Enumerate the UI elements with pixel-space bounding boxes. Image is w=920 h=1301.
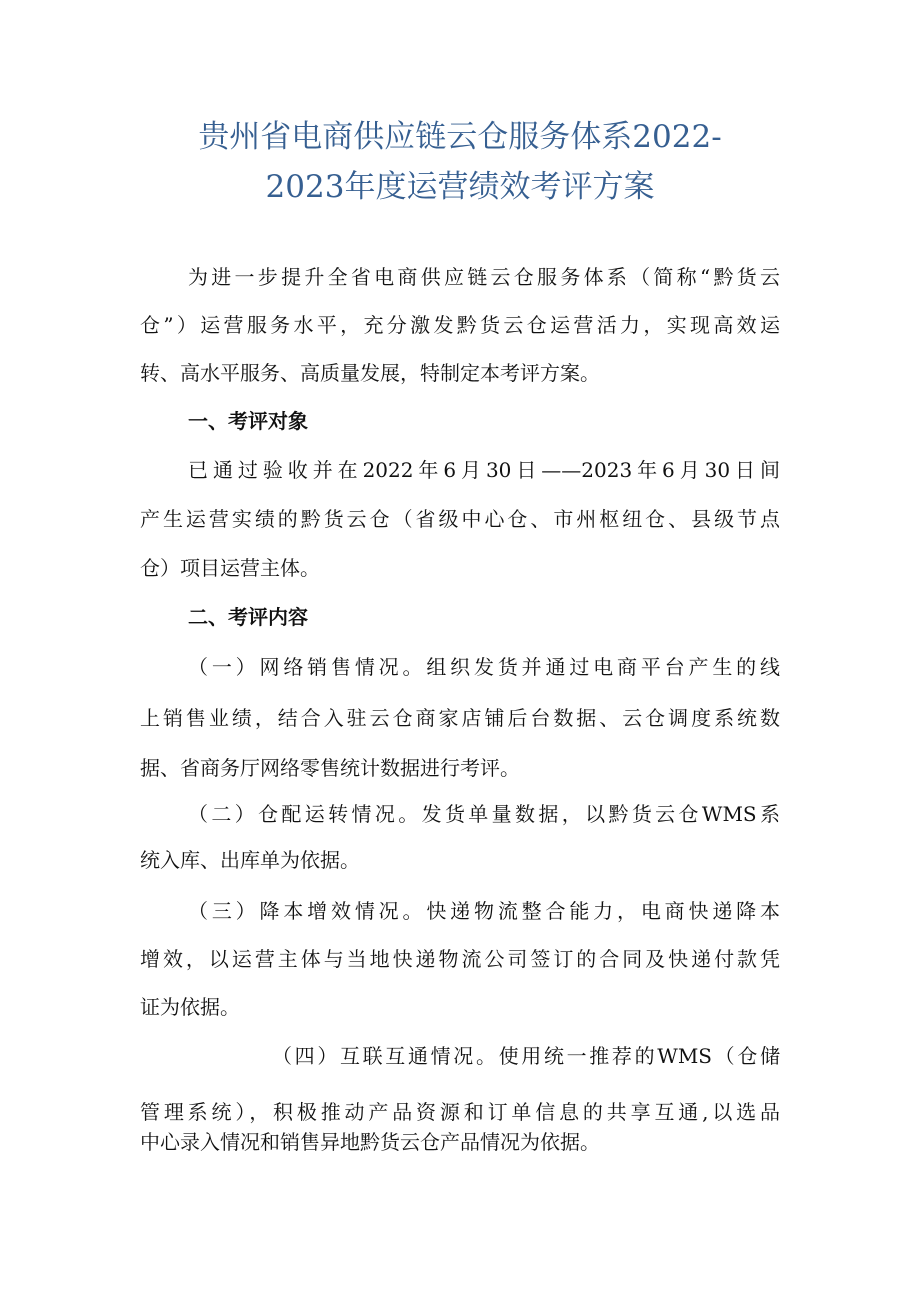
item-1-line-1: （一）网络销售情况。组织发货并通过电商平台产生的线	[188, 655, 780, 679]
item-3-line-2: 增效，以运营主体与当地快递物流公司签订的合同及快递付款凭	[140, 947, 780, 971]
item-4-line-1: （四）互联互通情况。使用统一推荐的WMS（仓储	[272, 1044, 780, 1068]
section-1-heading: 一、考评对象	[188, 409, 308, 433]
intro-line-3: 转、高水平服务、高质量发展，特制定本考评方案。	[140, 361, 600, 385]
item-4-line-2: 管理系统），积极推动产品资源和订单信息的共享互通,以选品	[140, 1100, 780, 1124]
title-line-2: 2023年度运营绩效考评方案	[265, 169, 655, 205]
item-3-line-3: 证为依据。	[140, 995, 240, 1019]
item-2-line-1: （二）仓配运转情况。发货单量数据，以黔货云仓WMS系	[188, 802, 780, 826]
section-2-heading: 二、考评内容	[188, 605, 308, 629]
item-1-line-3: 据、省商务厅网络零售统计数据进行考评。	[140, 756, 520, 780]
section-1-line-2: 产生运营实绩的黔货云仓（省级中心仓、市州枢纽仓、县级节点	[140, 507, 780, 531]
intro-line-2: 仓”）运营服务水平，充分激发黔货云仓运营活力，实现高效运	[140, 313, 780, 337]
document-title	[120, 112, 800, 212]
item-3-line-1: （三）降本增效情况。快递物流整合能力，电商快递降本	[188, 899, 780, 923]
section-1-line-1: 已通过验收并在2022年6月30日——2023年6月30日间	[188, 458, 780, 482]
item-1-line-2: 上销售业绩，结合入驻云仓商家店铺后台数据、云仓调度系统数	[140, 706, 780, 730]
item-4-line-3: 中心录入情况和销售异地黔货云仓产品情况为依据。	[140, 1130, 600, 1154]
intro-line-1: 为进一步提升全省电商供应链云仓服务体系（简称“黔货云	[188, 265, 780, 289]
title-line-1: 贵州省电商供应链云仓服务体系2022-	[198, 119, 722, 155]
item-2-line-2: 统入库、出库单为依据。	[140, 848, 360, 872]
section-1-line-3: 仓）项目运营主体。	[140, 556, 320, 580]
